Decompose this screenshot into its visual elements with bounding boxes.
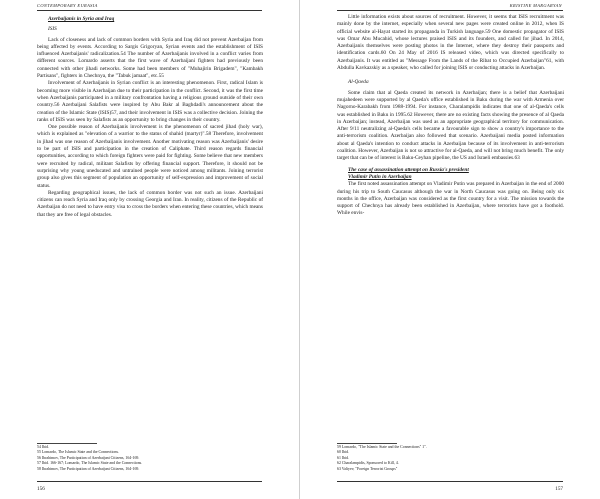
footer-rule-left [37,481,262,482]
section-heading: Azerbaijanis in Syria and Iraq [48,16,115,22]
footnote: 61 Ibid. [337,455,350,460]
paragraph: Involvement of Azerbaijanis in Syrian conflict is an interesting phenomenon. First, radical Islam is becoming more visible in Azerbaijan due to their participation in the conflict. Second, it was the first time when Azerbaijanis participated in a military confrontation having a religious ground outside of their own country.56 Azerbaijani Salafists were inspired by Abu Bakr al Baghdadi's announcement about the creation of the Islamic State (ISIS)57, and their involvement in ISIS was a collective decision. Joining the ranks of ISIS was seen by Salafists as an opportunity to bring changes in their country. [37,80,263,123]
paragraph: Lack of closeness and lack of common borders with Syria and Iraq did not prevent Azerbaijan from being affected by events. According to Sargis Grigoryan, Syrian events and the establishment of ISIS influenced Azerbaijanis' radicalization.54 The number of Azerbaijanis involved in a conflict varies from different sources. Lomardo asserts that the first wave of Azerbaijani fighters had previously been connected with other jihadi networks. Some had been members of "Muhajirin Brigadem", "Kambakh Partisans", fighters in Chechnya, the "Tabuk jamaat", etc.55 [37,36,263,80]
paragraph: One possible reason of Azerbaijanis involvement is the phenomenon of sacred jihad (holy war), which is explained as "elevation of a warrior to the status of shahid (martyr)".58 Therefore, involvement in jihad was one reason of Azerbaijanis involvement. Another motivating reason was Azerbaijanis' desire to be part of ISIS and participation in the creation of Caliphate. Third reason regards financial opportunities, according to which foreign fighters were paid for fighting. Some believe that new members were recruited by radical, militant Salafists by offering financial support. Therefore, it should not be surprising why young uneducated and untrained people were noticed among militants. Joining terrorist group also gives this segment of population an opportunity of self-expression and improvement of social status. [37,124,263,189]
header-rule-left [37,10,262,11]
subheading-isis: ISIS [48,26,57,33]
footnote: 56 Ibrahimov, The Participation of Azerbaijani Citizens, 164-169. [37,455,140,460]
paragraph: Regarding geographical issues, the lack of common border was not such an issue. Azerbaijani citizens can reach Syria and Iraq only by crossing Georgia and Iran. In reality, citizens of the Republic of Azerbaijan do not need to have entry visa to cross the borders when entering these countries, which means that they are free of legal obstacles. [37,189,263,218]
footnote: 55 Lomardo, The Islamic State and the Connections. [37,450,119,454]
right-body-text [337,14,564,218]
subheading-al-qaeda: Al-Qaeda [348,79,369,86]
footnotes-right [337,443,564,473]
footer-rule-right [337,481,563,482]
footnote: 60 Ibid. [337,450,350,454]
left-body-text [37,14,263,219]
footnote-rule [337,443,397,444]
heading-line-2: Vladimir Putin in Azerbaijan [348,173,412,180]
footnote: 57 Ibid. 166-167; Lomardo, The Islamic State and the Connections. [37,461,143,465]
footnote: 58 Ibrahimov, The Participation of Azerbaijani Citizens, 164-169. [37,466,140,471]
running-head-right: KRISTINE MARGARYAN [509,3,562,8]
heading-line-1: The case of assassination attempt on Russia's president [348,166,469,173]
footnote-rule [37,443,97,444]
header-rule-right [337,10,563,11]
footnotes-left [37,443,263,473]
footnote: 63 Valiyev, "Foreign Terrorist Groups" [337,466,398,471]
footnote: 59 Lomardo, "The Islamic State and the Connections" 1". [337,444,427,449]
paragraph: Little information exists about sources of recruitment. However, it seems that ISIS recruitment was mainly done by the internet, especially when several new pages were created online in 2012, when IS official website al-Hayat started its propaganda in Turkish language.59 One domestic propagator of ISIS was Omar Abu Mucahid, whose lectures praised ISIS and its founders, and called for jihad. In 2014, Azerbaijanis themselves were posting photos in the Internet, where they destroy their passports and identification cards.60 On 24 May of 2016 IS released video, which was directed specifically to Azerbaijanis. It was entitled as "Message From the Lands of the Ribat to Occupied Azerbaijan"61, with Abdulla Kavkazskiy as a speaker, who called for joining ISIS or conducting attacks in Azerbaijan. [337,14,564,72]
paragraph: Some claim that al Qaeda created its network in Azerbaijan; there is a belief that Azerbaijani mujahedeen were supported by al Qaeda's office established in Baku during the war with Armenia over Nagorno-Karabakh from 1988-1994. For instance, Charalampidis indicates that one of al-Qaeda's cells was established in Baku in 1995.62 However, there are no existing facts showing the presence of al Qaeda in Azerbaijan; instead, Azerbaijan was used as an appropriate geographical territory for communication. After 9/11 neutralizing al-Qaeda's cells became a favourable sign to show a country's importance to the anti-terrorism coalition. Azerbaijan also followed that scenario. Azerbaijani media posted information about al Qaeda's intention to conduct attacks in Azerbaijan because of its involvement in anti-terrorism coalition. However, Azerbaijan is not so attractive for al-Qaeda, and will not bring much benefit. The only target that can be of interest is Baku-Ceyhan pipeline, the US and Israeli embassies.63 [337,89,564,162]
section-heading-putin [348,167,564,182]
footnote: 62 Charalampidis, Sponsored to Kill, 4. [337,461,399,465]
right-page [300,0,600,499]
running-head-left: CONTEMPORARY EURASIA [37,3,98,8]
page-number-right: 157 [555,486,563,492]
footnote: 54 Ibid. [37,444,50,449]
paragraph: The first noted assassination attempt on Vladimir Putin was prepared in Azerbaijan in the end of 2000 during his trip to South Caucasus although the war in North Caucasus was going on. Being only six months in the office, Azerbaijan was considered as the first country for a visit. The mission towards the support of Chechnya has already been established in Azerbaijan, where terrorists have got a foothold. While envis- [337,181,564,217]
page-number-left: 156 [37,486,45,492]
